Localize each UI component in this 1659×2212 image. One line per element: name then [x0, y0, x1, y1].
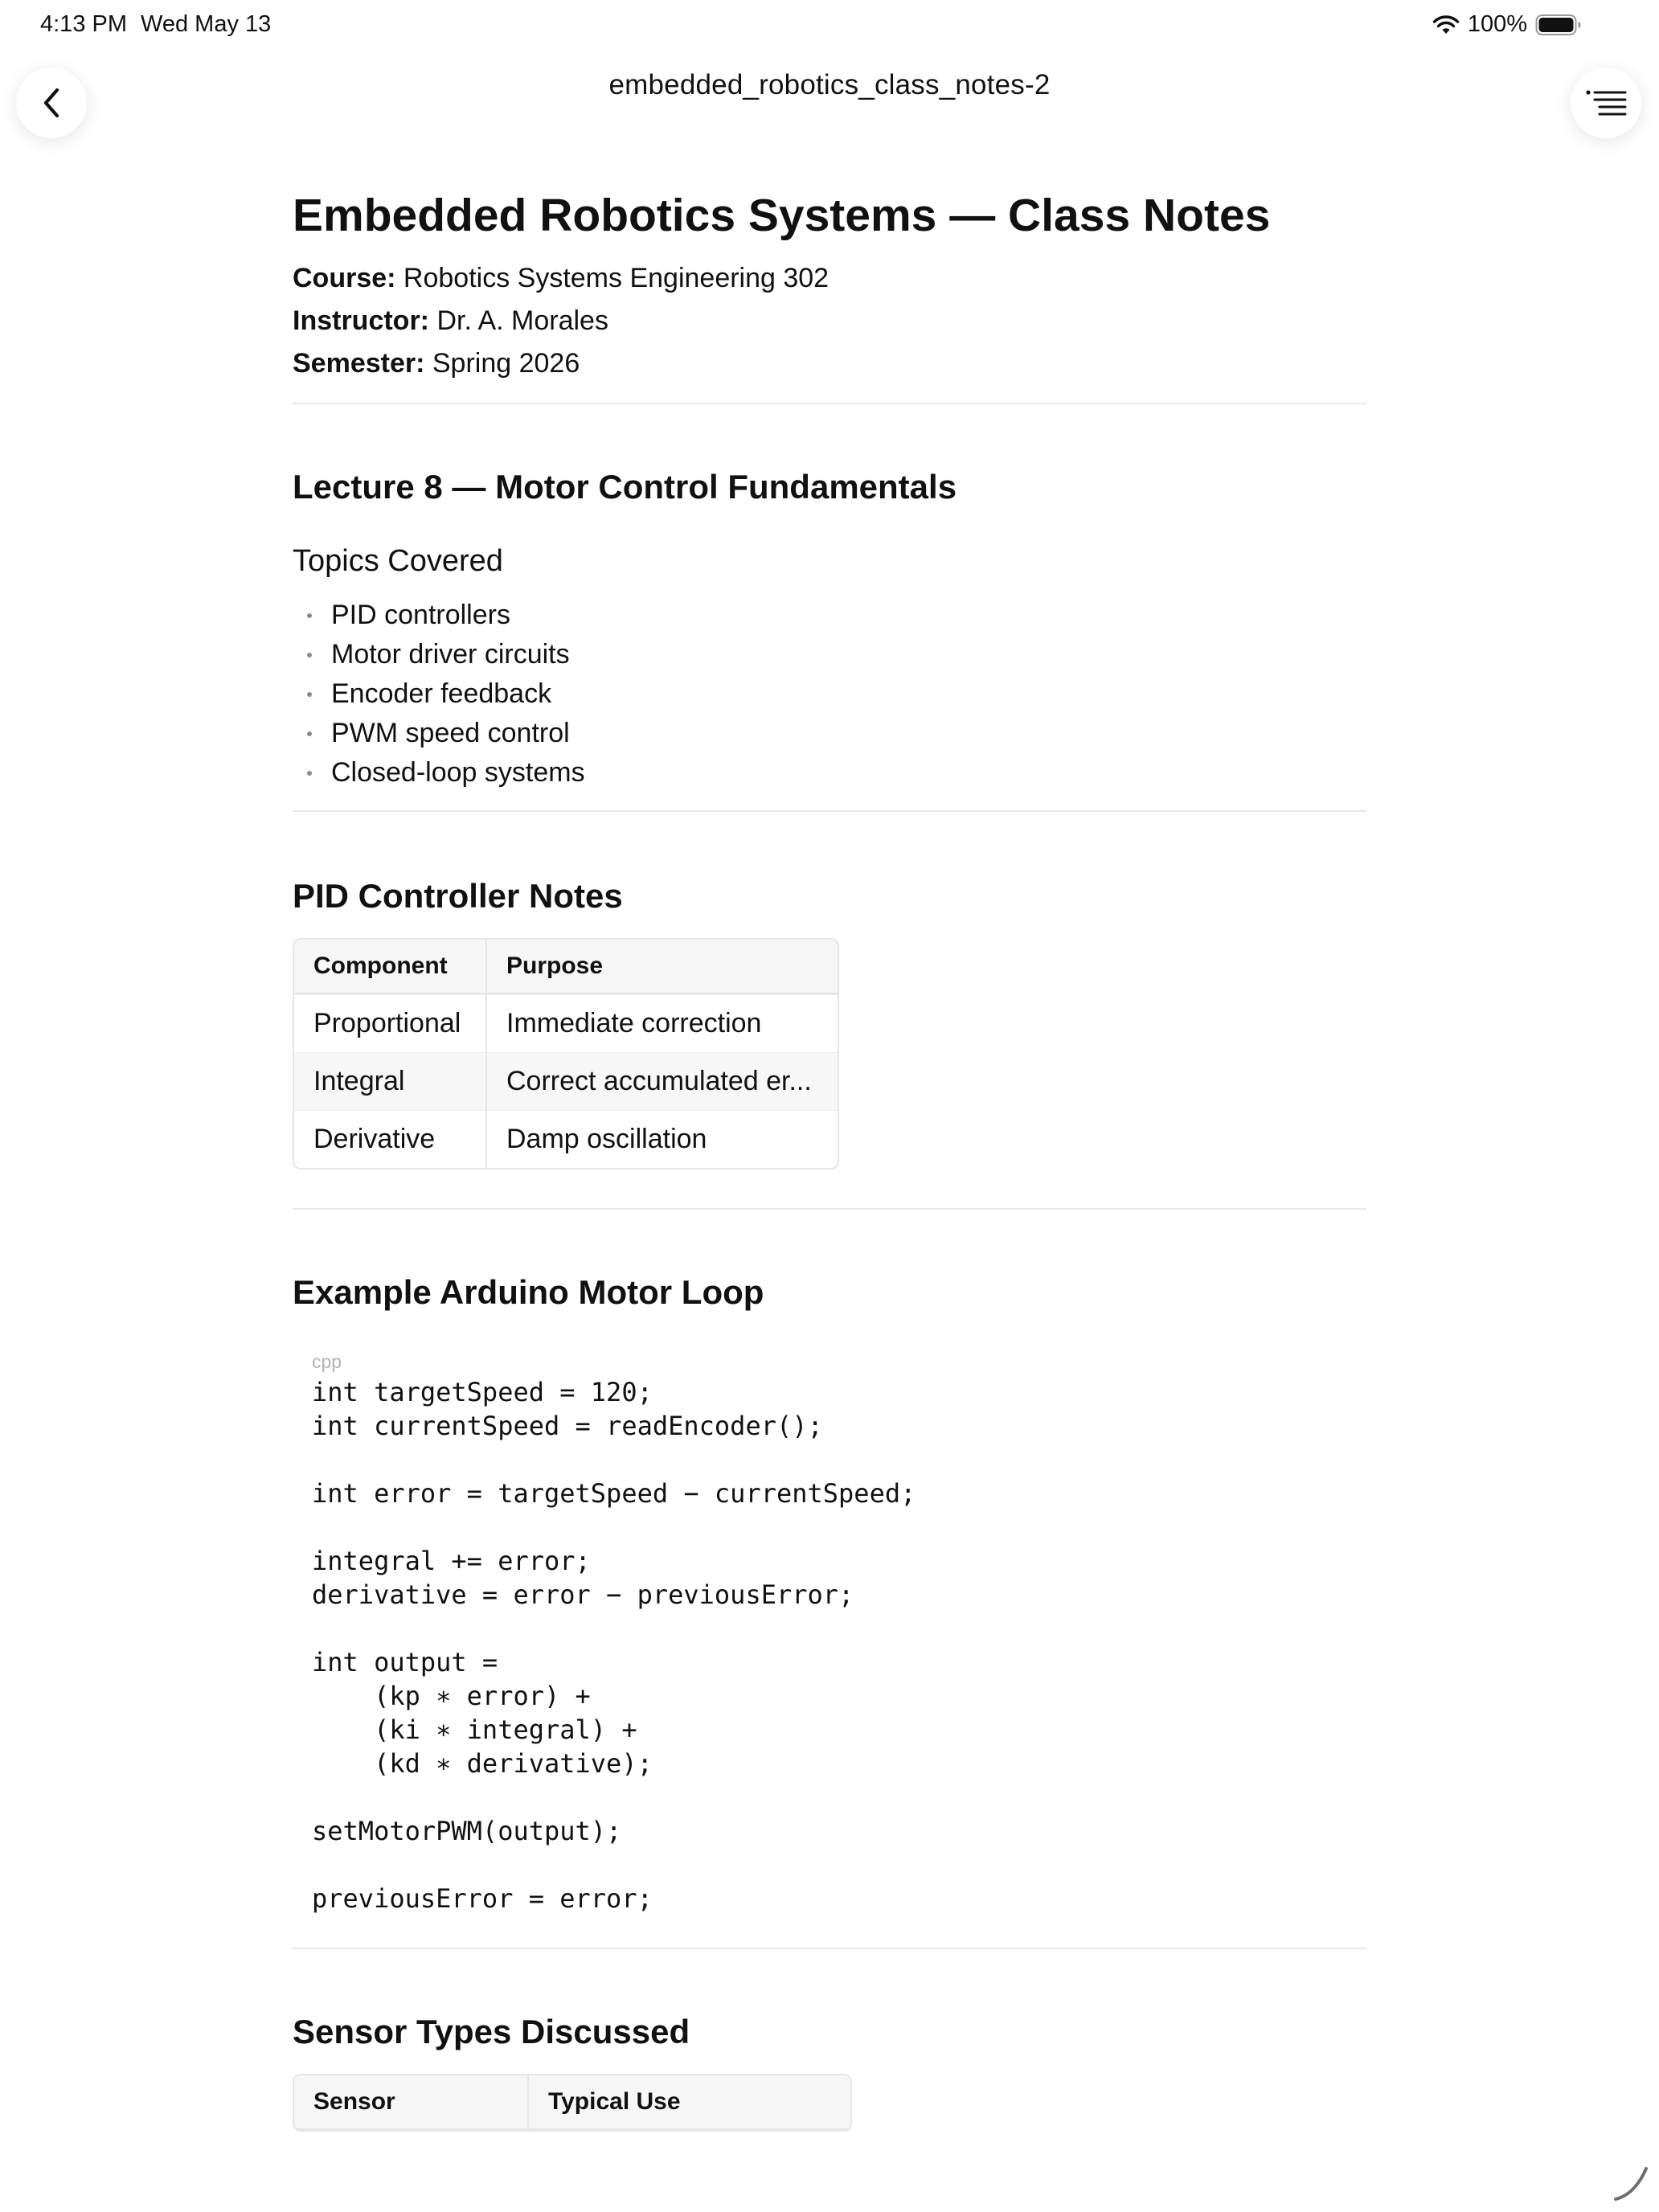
table-cell: Integral	[294, 1052, 485, 1110]
code-block	[293, 1350, 1366, 1915]
meta-label: Course:	[293, 263, 396, 294]
section-divider	[293, 403, 1366, 404]
list-item: PWM speed control	[293, 714, 1366, 753]
battery-percent: 100%	[1467, 11, 1527, 37]
list-item: Motor driver circuits	[293, 635, 1366, 674]
table-header-row	[294, 940, 838, 994]
table-cell: Immediate correction	[485, 994, 838, 1052]
table-header-cell: Component	[294, 940, 485, 994]
meta-course	[293, 257, 1366, 300]
table-of-contents-button[interactable]	[1571, 68, 1641, 138]
table-cell: Derivative	[294, 1110, 485, 1168]
meta-value: Dr. A. Morales	[429, 305, 608, 337]
wifi-icon	[1432, 14, 1460, 35]
meta-label: Instructor:	[293, 305, 429, 337]
doc-title: Embedded Robotics Systems — Class Notes	[293, 190, 1271, 241]
topics-heading: Topics Covered	[293, 543, 503, 578]
meta-value: Spring 2026	[424, 348, 580, 379]
pid-table	[293, 938, 839, 1169]
course-meta	[293, 257, 1366, 385]
table-cell: Correct accumulated er...	[485, 1052, 838, 1110]
table-header-cell: Typical Use	[527, 2075, 850, 2130]
code-language-label: cpp	[312, 1351, 342, 1373]
table-row	[294, 994, 838, 1052]
document-title: embedded_robotics_class_notes-2	[608, 69, 1051, 100]
table-header-cell: Purpose	[485, 940, 838, 994]
list-item: PID controllers	[293, 596, 1366, 635]
battery-icon	[1535, 14, 1582, 36]
table-row	[294, 1052, 838, 1110]
list-icon	[1585, 88, 1627, 117]
code-content: int targetSpeed = 120; int currentSpeed = readEncoder(); int error = targetSpeed − currentSpeed; integral += error; derivative = error − previousError; int output = (kp ∗ error) + (ki ∗ integral) + (kd ∗ derivative); setMotorPWM(output); previousError = error;	[312, 1377, 916, 1915]
resize-handle-icon[interactable]	[1611, 2162, 1651, 2202]
status-bar	[0, 0, 1659, 51]
sensor-heading: Sensor Types Discussed	[293, 2013, 690, 2051]
status-date: Wed May 13	[141, 11, 272, 37]
section-divider	[293, 1948, 1366, 1949]
table-cell: Proportional	[294, 994, 485, 1052]
meta-label: Semester:	[293, 348, 425, 379]
lecture-heading: Lecture 8 — Motor Control Fundamentals	[293, 468, 957, 506]
meta-semester	[293, 342, 1366, 385]
pid-heading: PID Controller Notes	[293, 877, 623, 916]
sensor-table	[293, 2074, 852, 2132]
section-divider	[293, 1208, 1366, 1210]
table-header-cell: Sensor	[294, 2075, 527, 2130]
status-time: 4:13 PM	[40, 11, 127, 37]
table-row	[294, 1110, 838, 1168]
meta-instructor	[293, 300, 1366, 342]
list-item: Encoder feedback	[293, 674, 1366, 714]
table-cell: Damp oscillation	[485, 1110, 838, 1168]
list-item: Closed-loop systems	[293, 753, 1366, 793]
table-header-row	[294, 2075, 850, 2130]
topics-list	[293, 596, 1366, 793]
arduino-heading: Example Arduino Motor Loop	[293, 1272, 764, 1311]
meta-value: Robotics Systems Engineering 302	[395, 263, 830, 294]
status-indicators	[1432, 11, 1582, 38]
section-divider	[293, 810, 1366, 812]
document-content	[293, 177, 1366, 2132]
navigation-bar	[0, 51, 1659, 148]
